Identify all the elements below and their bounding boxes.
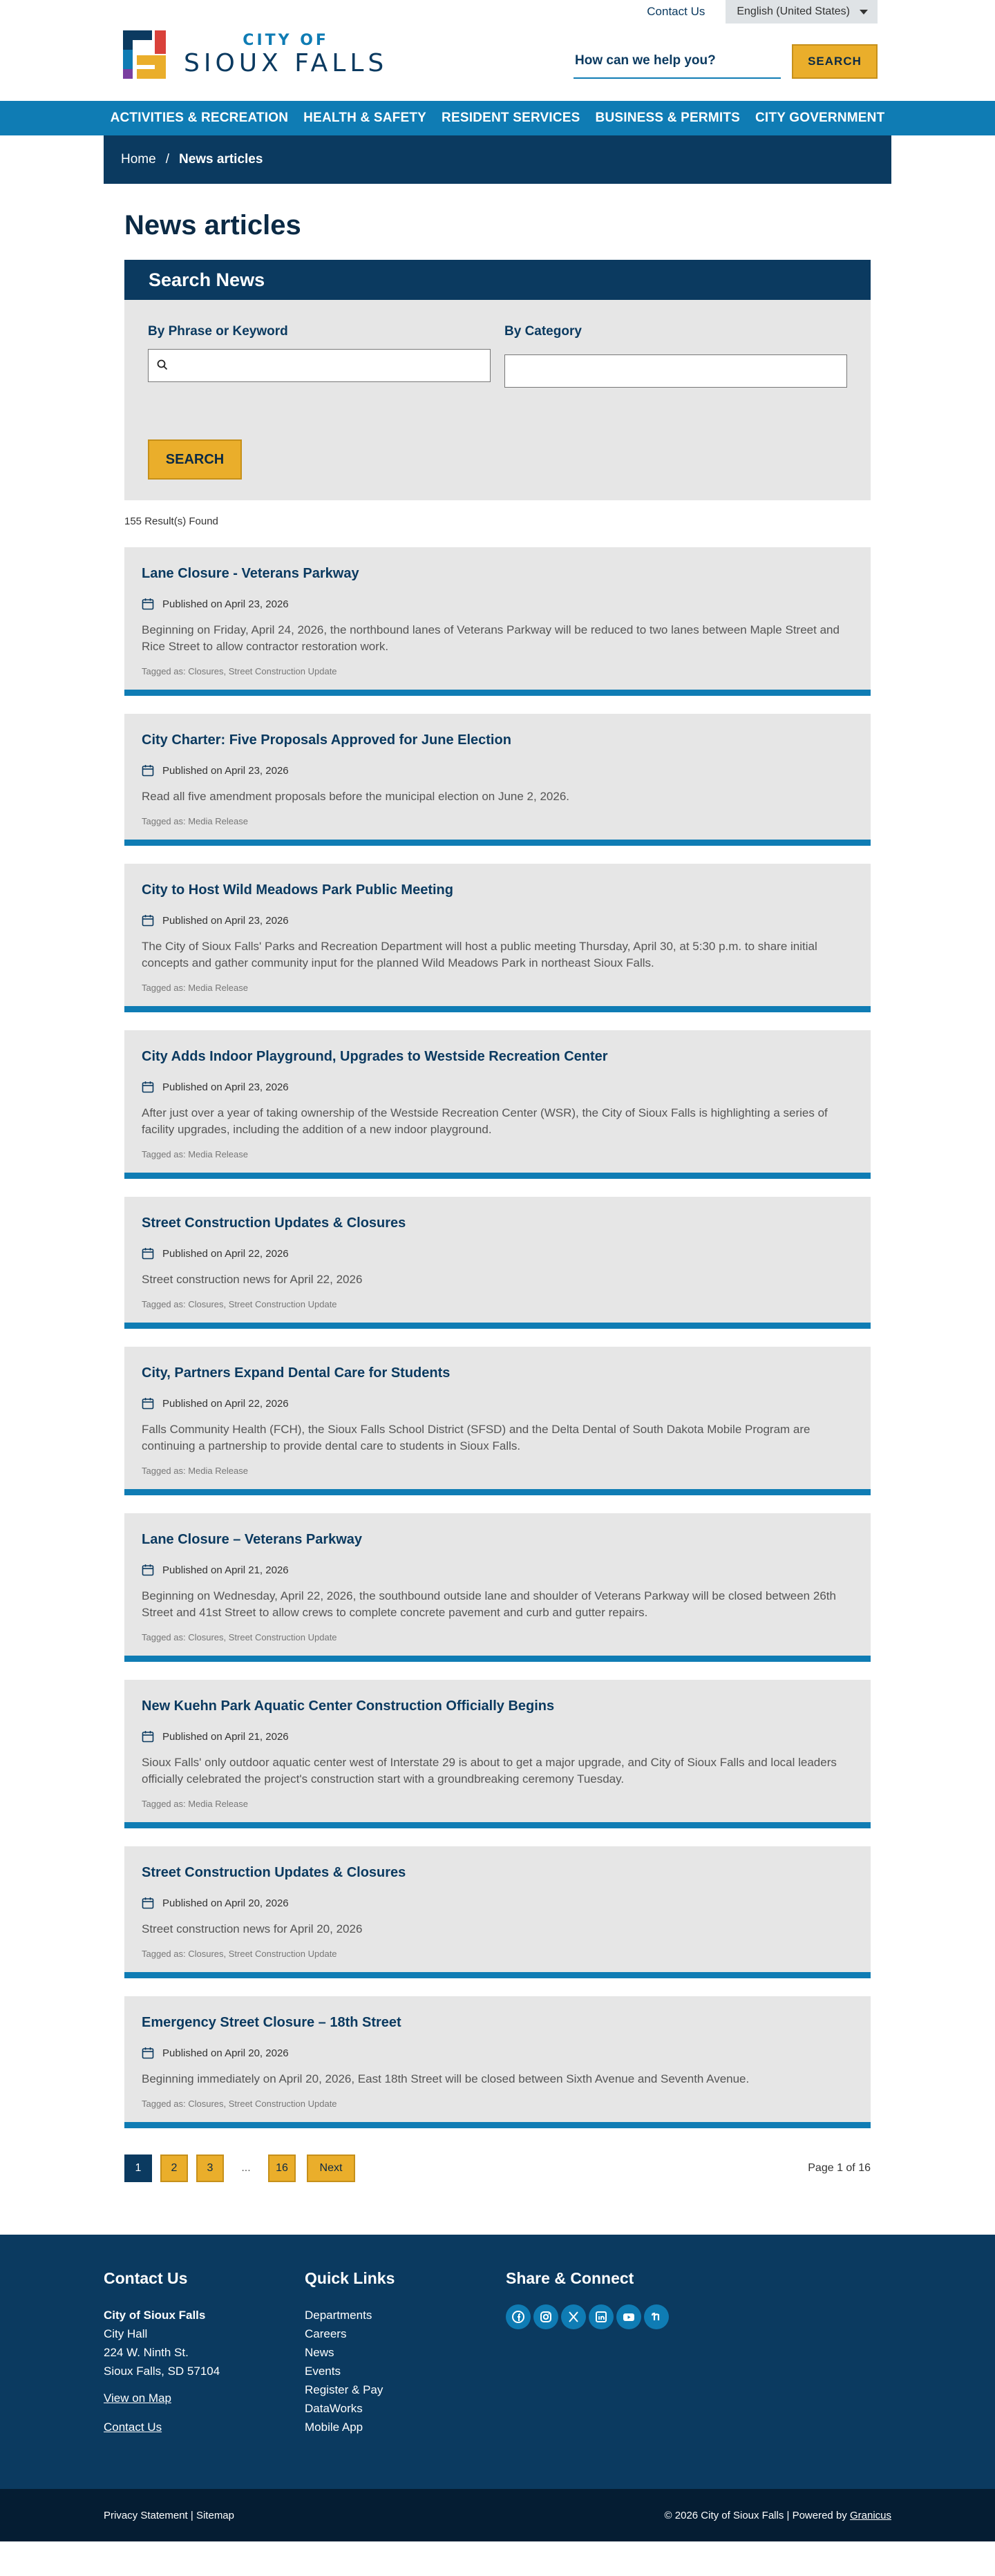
next-page-button[interactable]: Next	[307, 2154, 355, 2182]
article-published	[142, 1730, 853, 1743]
article-title-link[interactable]: Street Construction Updates & Closures	[142, 1215, 406, 1231]
news-search-panel	[124, 260, 871, 500]
caret-down-icon	[860, 10, 868, 15]
quick-links-heading: Quick Links	[305, 2269, 395, 2287]
article-tags: Tagged as: Media Release	[142, 1149, 248, 1159]
article-tags: Tagged as: Media Release	[142, 816, 248, 826]
share-heading: Share & Connect	[506, 2269, 634, 2287]
published-date: Published on April 23, 2026	[162, 598, 289, 610]
article-title-link[interactable]: City, Partners Expand Dental Care for Students	[142, 1365, 451, 1381]
article-card	[124, 1347, 871, 1495]
category-select[interactable]	[504, 354, 847, 388]
article-tags: Tagged as: Closures, Street Construction Update	[142, 2099, 337, 2109]
main-nav	[0, 101, 995, 135]
logo-mark-icon	[116, 26, 171, 83]
sub-footer	[0, 2489, 995, 2541]
sitemap-link[interactable]: Sitemap	[196, 2510, 234, 2521]
keyword-input[interactable]	[148, 349, 491, 382]
published-date: Published on April 23, 2026	[162, 764, 289, 777]
quick-link-dataworks[interactable]: DataWorks	[305, 2402, 363, 2415]
article-summary: After just over a year of taking ownership of the Westside Recreation Center (WSR), the City of Sioux Falls is highlighting a series of facility upgrades, including the addition of a new indoor playground.	[142, 1106, 828, 1136]
utility-bar	[647, 0, 878, 23]
site-logo[interactable]	[116, 26, 388, 83]
article-card	[124, 1197, 871, 1329]
quick-link-careers[interactable]: Careers	[305, 2327, 347, 2340]
logo-line-1: CITY OF	[243, 32, 329, 49]
nav-item-business-permits[interactable]: BUSINESS & PERMITS	[595, 111, 741, 125]
article-list	[124, 547, 871, 2128]
article-title-link[interactable]: Lane Closure – Veterans Parkway	[142, 1532, 363, 1547]
quick-link-departments[interactable]: Departments	[305, 2309, 372, 2322]
calendar-icon	[142, 1247, 154, 1260]
published-date: Published on April 20, 2026	[162, 1897, 289, 1909]
article-tags: Tagged as: Media Release	[142, 983, 248, 993]
language-value: English (United States)	[737, 6, 850, 17]
granicus-link[interactable]: Granicus	[849, 2510, 891, 2521]
article-published	[142, 1247, 853, 1260]
breadcrumb	[104, 135, 891, 184]
language-select[interactable]	[726, 0, 878, 23]
article-summary: Beginning on Friday, April 24, 2026, the northbound lanes of Veterans Parkway will be reduced to two lanes between Maple Street and Rice Street to allow contractor restoration work.	[142, 623, 840, 653]
article-title-link[interactable]: Lane Closure - Veterans Parkway	[142, 566, 359, 581]
article-published	[142, 1080, 853, 1094]
article-card	[124, 1846, 871, 1978]
breadcrumb-home-link[interactable]: Home	[121, 152, 156, 167]
logo-line-2: SIOUX FALLS	[184, 49, 388, 77]
quick-link-register-pay[interactable]: Register & Pay	[305, 2383, 383, 2396]
article-summary: Street construction news for April 20, 2026	[142, 1922, 363, 1935]
article-tags: Tagged as: Closures, Street Construction Update	[142, 1632, 337, 1642]
page-3-button[interactable]: 3	[196, 2154, 224, 2182]
calendar-icon	[142, 2047, 154, 2059]
page-2-button[interactable]: 2	[160, 2154, 188, 2182]
article-title-link[interactable]: City to Host Wild Meadows Park Public Meeting	[142, 882, 453, 898]
quick-link-mobile-app[interactable]: Mobile App	[305, 2421, 363, 2434]
calendar-icon	[142, 1081, 154, 1093]
news-search-button[interactable]: SEARCH	[148, 439, 242, 480]
instagram-icon[interactable]	[533, 2304, 558, 2329]
article-title-link[interactable]: New Kuehn Park Aquatic Center Construction Officially Begins	[142, 1698, 555, 1714]
article-published	[142, 597, 853, 611]
calendar-icon	[142, 1564, 154, 1576]
published-date: Published on April 20, 2026	[162, 2047, 289, 2059]
site-footer	[0, 2235, 995, 2489]
footer-address-line: City Hall	[104, 2327, 148, 2340]
site-search	[574, 44, 878, 79]
calendar-icon	[142, 1397, 154, 1410]
youtube-icon[interactable]	[616, 2304, 641, 2329]
site-search-input[interactable]	[574, 44, 781, 79]
pagination	[124, 2154, 871, 2182]
article-summary: Street construction news for April 22, 2026	[142, 1273, 363, 1286]
social-icons	[506, 2304, 672, 2329]
calendar-icon	[142, 1897, 154, 1909]
article-card	[124, 864, 871, 1012]
legal-divider: |	[190, 2510, 193, 2521]
footer-contact-heading: Contact Us	[104, 2269, 188, 2287]
search-panel-body	[124, 300, 871, 500]
article-summary: Beginning on Wednesday, April 22, 2026, the southbound outside lane and shoulder of Veterans Parkway will be closed between 26th Street and 41st Street to allow crews to complete concrete pavement and curb and gutter repairs.	[142, 1589, 836, 1619]
breadcrumb-current: News articles	[178, 152, 263, 167]
header-contact-link[interactable]: Contact Us	[647, 5, 705, 18]
published-date: Published on April 21, 2026	[162, 1564, 289, 1576]
footer-address-line: 224 W. Ninth St.	[104, 2346, 189, 2359]
published-date: Published on April 21, 2026	[162, 1730, 289, 1743]
site-header	[0, 0, 995, 101]
calendar-icon	[142, 598, 154, 610]
article-summary: Sioux Falls' only outdoor aquatic center west of Interstate 29 is about to get a major upgrade, and City of Sioux Falls and local leaders officially celebrated the project's construction start with a groundbreaking ceremony Tuesday.	[142, 1756, 837, 1786]
x-icon[interactable]	[561, 2304, 586, 2329]
article-published	[142, 1563, 853, 1577]
nav-item-activities-recreation[interactable]: ACTIVITIES & RECREATION	[110, 111, 289, 125]
article-published	[142, 1896, 853, 1910]
breadcrumb-separator: /	[165, 152, 169, 167]
linkedin-icon[interactable]	[589, 2304, 614, 2329]
page-1-button[interactable]: 1	[124, 2154, 152, 2182]
category-field-group	[504, 324, 847, 388]
site-search-button[interactable]: SEARCH	[792, 44, 878, 79]
calendar-icon	[142, 914, 154, 927]
article-tags: Tagged as: Closures, Street Construction Update	[142, 666, 337, 676]
article-card	[124, 547, 871, 696]
article-summary: Beginning immediately on April 20, 2026, East 18th Street will be closed between Sixth Avenue and Seventh Avenue.	[142, 2072, 750, 2085]
view-on-map-link[interactable]: View on Map	[104, 2392, 171, 2405]
article-title-link[interactable]: Emergency Street Closure – 18th Street	[142, 2015, 401, 2030]
published-date: Published on April 23, 2026	[162, 914, 289, 927]
footer-quick-links	[305, 2269, 395, 2436]
footer-contact-link[interactable]: Contact Us	[104, 2421, 162, 2434]
article-published	[142, 1396, 853, 1410]
footer-address-line: Sioux Falls, SD 57104	[104, 2365, 220, 2378]
article-card	[124, 714, 871, 846]
nav-item-health-safety[interactable]: HEALTH & SAFETY	[303, 111, 427, 125]
nextdoor-icon[interactable]	[644, 2304, 669, 2329]
article-tags: Tagged as: Media Release	[142, 1466, 248, 1476]
keyword-field-group	[148, 324, 491, 382]
footer-share	[506, 2269, 672, 2329]
article-summary: The City of Sioux Falls' Parks and Recreation Department will host a public meeting Thursday, April 30, at 5:30 p.m. to share initial concepts and gather community input for the planned Wild Meadows Park in northeast Sioux Falls.	[142, 940, 817, 969]
page-info: Page 1 of 16	[808, 2162, 871, 2174]
article-tags: Tagged as: Closures, Street Construction Update	[142, 1949, 337, 1959]
quick-link-events[interactable]: Events	[305, 2365, 341, 2378]
article-card	[124, 1030, 871, 1179]
article-summary: Read all five amendment proposals before the municipal election on June 2, 2026.	[142, 790, 569, 803]
nav-item-resident-services[interactable]: RESIDENT SERVICES	[442, 111, 580, 125]
article-tags: Tagged as: Media Release	[142, 1799, 248, 1809]
category-label: By Category	[504, 324, 582, 339]
calendar-icon	[142, 1730, 154, 1743]
article-published	[142, 2046, 853, 2060]
legal-links	[104, 2510, 234, 2521]
main-content	[124, 205, 871, 2182]
results-count: 155 Result(s) Found	[124, 515, 218, 527]
published-date: Published on April 22, 2026	[162, 1247, 289, 1260]
nav-item-city-government[interactable]: CITY GOVERNMENT	[755, 111, 885, 125]
search-panel-title: Search News	[124, 260, 871, 300]
published-date: Published on April 22, 2026	[162, 1397, 289, 1410]
page-last-button[interactable]: 16	[268, 2154, 296, 2182]
article-published	[142, 764, 853, 777]
article-card	[124, 1513, 871, 1662]
footer-contact	[104, 2269, 220, 2434]
article-summary: Falls Community Health (FCH), the Sioux Falls School District (SFSD) and the Delta Dental of South Dakota Mobile Program are continuing a partnership to provide dental care to students in Sioux Falls.	[142, 1423, 811, 1452]
footer-org-name: City of Sioux Falls	[104, 2309, 206, 2322]
quick-link-news[interactable]: News	[305, 2346, 334, 2359]
search-icon	[157, 359, 168, 370]
page-title: News articles	[124, 210, 301, 240]
pagination-ellipsis: ...	[241, 2162, 251, 2174]
calendar-icon	[142, 764, 154, 777]
copyright	[665, 2510, 891, 2521]
article-title-link[interactable]: Street Construction Updates & Closures	[142, 1865, 406, 1880]
copyright-text: © 2026 City of Sioux Falls | Powered by	[664, 2510, 847, 2521]
published-date: Published on April 23, 2026	[162, 1081, 289, 1093]
facebook-icon[interactable]	[506, 2304, 531, 2329]
article-tags: Tagged as: Closures, Street Construction Update	[142, 1299, 337, 1309]
article-title-link[interactable]: City Charter: Five Proposals Approved for June Election	[142, 732, 511, 748]
article-card	[124, 1680, 871, 1828]
article-card	[124, 1996, 871, 2128]
privacy-statement-link[interactable]: Privacy Statement	[104, 2510, 188, 2521]
article-published	[142, 913, 853, 927]
article-title-link[interactable]: City Adds Indoor Playground, Upgrades to Westside Recreation Center	[142, 1049, 608, 1064]
keyword-label: By Phrase or Keyword	[148, 324, 288, 339]
